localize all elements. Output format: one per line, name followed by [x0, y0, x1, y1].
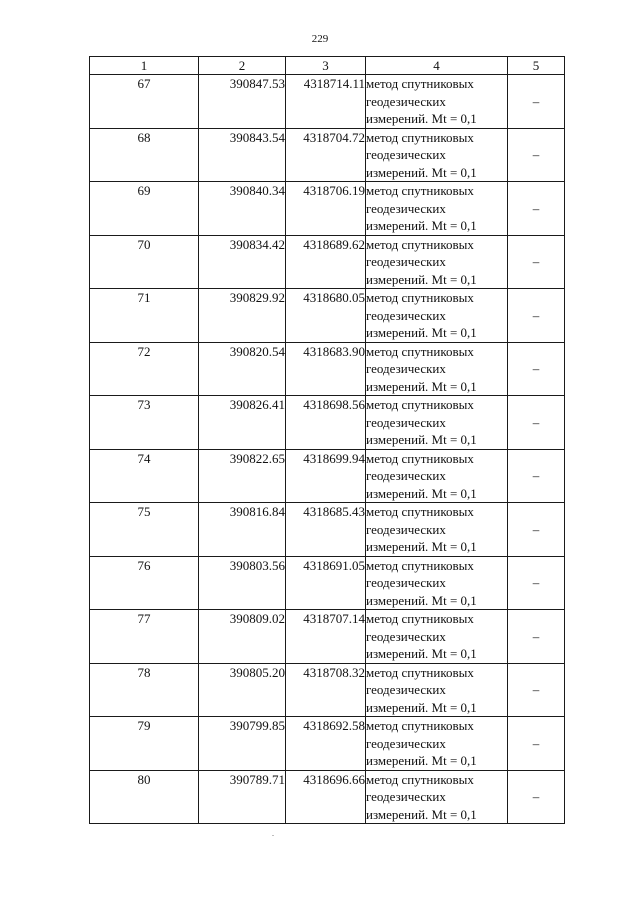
method-cell [366, 75, 508, 129]
method-cell [366, 663, 508, 717]
y-coordinate-cell: 4318689.62 [286, 235, 366, 289]
method-cell [366, 235, 508, 289]
method-line: метод спутниковых [366, 611, 474, 626]
x-coordinate-cell: 390822.65 [199, 449, 286, 503]
table-row [90, 128, 565, 182]
table-header [90, 57, 565, 75]
y-coordinate-cell: 4318708.32 [286, 663, 366, 717]
point-number-cell: 74 [90, 449, 199, 503]
page-number: 229 [311, 33, 329, 45]
mark-cell: – [508, 770, 565, 824]
mark-cell: – [508, 610, 565, 664]
method-cell [366, 610, 508, 664]
table-row [90, 717, 565, 771]
method-line: метод спутниковых [366, 76, 474, 91]
table-row [90, 449, 565, 503]
table-row [90, 75, 565, 129]
table-row [90, 770, 565, 824]
x-coordinate-cell: 390829.92 [199, 289, 286, 343]
y-coordinate-cell: 4318680.05 [286, 289, 366, 343]
method-line: геодезических [366, 735, 446, 751]
y-coordinate-cell: 4318698.56 [286, 396, 366, 450]
method-line: метод спутниковых [366, 397, 474, 412]
x-coordinate-cell: 390843.54 [199, 128, 286, 182]
method-line: геодезических [366, 200, 446, 216]
x-coordinate-cell: 390809.02 [199, 610, 286, 664]
table-row [90, 556, 565, 610]
x-coordinate-cell: 390847.53 [199, 75, 286, 129]
method-line: геодезических [366, 575, 446, 590]
mark-cell: – [508, 503, 565, 557]
x-coordinate-cell: 390816.84 [199, 503, 286, 557]
method-line: геодезических [366, 682, 446, 697]
method-line: метод спутниковых [366, 290, 474, 305]
mark-cell: – [508, 235, 565, 289]
point-number-cell: 71 [90, 289, 199, 343]
table-row [90, 503, 565, 557]
y-coordinate-cell: 4318699.94 [286, 449, 366, 503]
method-line: геодезических [366, 307, 446, 323]
method-line: геодезических [366, 254, 446, 269]
method-cell [366, 556, 508, 610]
method-cell [366, 503, 508, 557]
y-coordinate-cell: 4318692.58 [286, 717, 366, 771]
mark-cell: – [508, 75, 565, 129]
method-line: метод спутниковых [366, 183, 474, 198]
table-body [90, 75, 565, 824]
point-number-cell: 78 [90, 663, 199, 717]
method-line: геодезических [366, 789, 446, 804]
x-coordinate-cell: 390789.71 [199, 770, 286, 824]
header-col-1: 1 [90, 57, 199, 75]
method-line: метод спутниковых [366, 718, 474, 733]
method-line: геодезических [366, 414, 446, 430]
x-coordinate-cell: 390799.85 [199, 717, 286, 771]
x-coordinate-cell: 390820.54 [199, 342, 286, 396]
header-col-5: 5 [508, 57, 565, 75]
method-line: измерений. Mt = 0,1 [366, 753, 477, 768]
method-line: измерений. Mt = 0,1 [366, 378, 477, 394]
footer-mark: . [272, 829, 274, 838]
method-line: измерений. Mt = 0,1 [366, 325, 477, 340]
point-number-cell: 80 [90, 770, 199, 824]
mark-cell: – [508, 556, 565, 610]
x-coordinate-cell: 390834.42 [199, 235, 286, 289]
header-col-2: 2 [199, 57, 286, 75]
x-coordinate-cell: 390826.41 [199, 396, 286, 450]
method-line: измерений. Mt = 0,1 [366, 699, 477, 715]
table-row [90, 396, 565, 450]
y-coordinate-cell: 4318706.19 [286, 182, 366, 236]
method-line: метод спутниковых [366, 664, 474, 680]
method-line: измерений. Mt = 0,1 [366, 271, 477, 287]
method-line: метод спутниковых [366, 450, 474, 466]
method-line: измерений. Mt = 0,1 [366, 111, 477, 126]
point-number-cell: 67 [90, 75, 199, 129]
method-line: измерений. Mt = 0,1 [366, 164, 477, 180]
method-line: измерений. Mt = 0,1 [366, 539, 477, 554]
y-coordinate-cell: 4318707.14 [286, 610, 366, 664]
header-col-4: 4 [366, 57, 508, 75]
method-line: измерений. Mt = 0,1 [366, 806, 477, 822]
method-cell [366, 717, 508, 771]
y-coordinate-cell: 4318714.11 [286, 75, 366, 129]
point-number-cell: 76 [90, 556, 199, 610]
method-cell [366, 342, 508, 396]
method-line: геодезических [366, 361, 446, 376]
method-cell [366, 182, 508, 236]
method-line: метод спутниковых [366, 129, 474, 145]
method-line: метод спутниковых [366, 557, 474, 573]
mark-cell: – [508, 128, 565, 182]
method-line: измерений. Mt = 0,1 [366, 432, 477, 447]
mark-cell: – [508, 182, 565, 236]
table-row [90, 610, 565, 664]
x-coordinate-cell: 390803.56 [199, 556, 286, 610]
method-cell [366, 396, 508, 450]
table-row [90, 342, 565, 396]
header-row [90, 57, 565, 75]
mark-cell: – [508, 449, 565, 503]
mark-cell: – [508, 342, 565, 396]
method-cell [366, 770, 508, 824]
y-coordinate-cell: 4318696.66 [286, 770, 366, 824]
point-number-cell: 77 [90, 610, 199, 664]
point-number-cell: 70 [90, 235, 199, 289]
mark-cell: – [508, 663, 565, 717]
method-line: измерений. Mt = 0,1 [366, 592, 477, 608]
point-number-cell: 72 [90, 342, 199, 396]
point-number-cell: 75 [90, 503, 199, 557]
method-line: измерений. Mt = 0,1 [366, 646, 477, 661]
method-line: метод спутниковых [366, 236, 474, 252]
table-row [90, 663, 565, 717]
point-number-cell: 69 [90, 182, 199, 236]
table-row [90, 182, 565, 236]
method-line: измерений. Mt = 0,1 [366, 218, 477, 233]
method-line: метод спутниковых [366, 771, 474, 787]
y-coordinate-cell: 4318704.72 [286, 128, 366, 182]
y-coordinate-cell: 4318691.05 [286, 556, 366, 610]
x-coordinate-cell: 390805.20 [199, 663, 286, 717]
header-col-3: 3 [286, 57, 366, 75]
method-line: геодезических [366, 628, 446, 644]
method-line: геодезических [366, 468, 446, 483]
table-row [90, 289, 565, 343]
method-cell [366, 289, 508, 343]
mark-cell: – [508, 289, 565, 343]
method-line: измерений. Mt = 0,1 [366, 485, 477, 501]
x-coordinate-cell: 390840.34 [199, 182, 286, 236]
method-line: геодезических [366, 521, 446, 537]
method-cell [366, 128, 508, 182]
point-number-cell: 73 [90, 396, 199, 450]
mark-cell: – [508, 396, 565, 450]
mark-cell: – [508, 717, 565, 771]
point-number-cell: 79 [90, 717, 199, 771]
method-line: метод спутниковых [366, 343, 474, 359]
point-number-cell: 68 [90, 128, 199, 182]
y-coordinate-cell: 4318685.43 [286, 503, 366, 557]
coordinates-table [89, 56, 565, 824]
method-cell [366, 449, 508, 503]
method-line: метод спутниковых [366, 504, 474, 519]
method-line: геодезических [366, 93, 446, 109]
method-line: геодезических [366, 147, 446, 162]
y-coordinate-cell: 4318683.90 [286, 342, 366, 396]
table-row [90, 235, 565, 289]
